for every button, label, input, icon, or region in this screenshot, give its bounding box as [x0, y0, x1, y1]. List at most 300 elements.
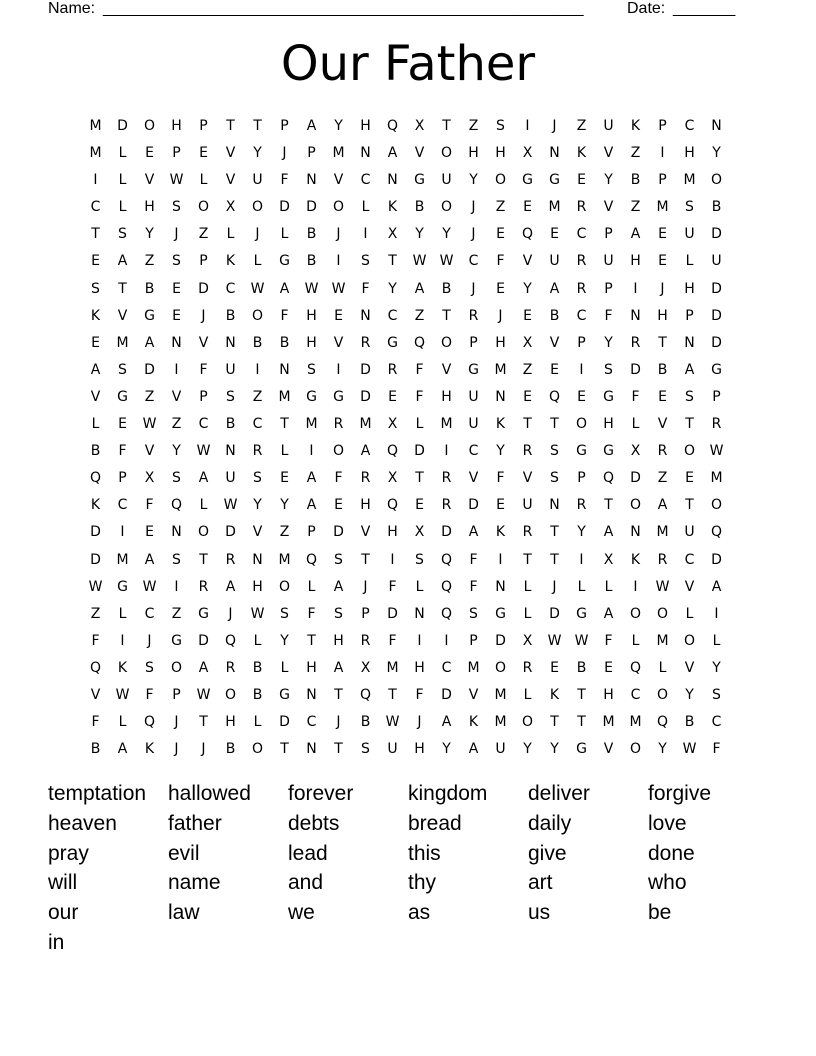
grid-letter: Y — [334, 118, 343, 134]
grid-letter: F — [118, 443, 127, 460]
grid-letter: V — [333, 334, 344, 351]
grid-letter: L — [415, 578, 424, 595]
word-bank-item: and — [288, 871, 324, 895]
word-bank-item: our — [48, 901, 79, 925]
grid-letter: K — [90, 497, 101, 514]
grid-letter: B — [711, 199, 722, 216]
grid-letter: O — [278, 578, 291, 595]
grid-letter: T — [388, 686, 397, 703]
grid-letter: E — [577, 172, 586, 189]
grid-letter: N — [711, 118, 722, 134]
grid-letter: O — [494, 172, 507, 189]
grid-letter: V — [603, 199, 614, 216]
grid-letter: E — [334, 497, 343, 514]
grid-letter: L — [199, 497, 208, 514]
grid-letter: V — [360, 524, 371, 541]
grid-letter: Q — [521, 226, 534, 243]
grid-letter: V — [333, 172, 344, 189]
grid-letter: B — [360, 714, 371, 731]
grid-letter: E — [658, 226, 667, 243]
grid-letter: Q — [629, 659, 642, 676]
grid-letter: E — [523, 388, 532, 405]
grid-letter: D — [711, 551, 722, 568]
grid-letter: G — [198, 605, 209, 622]
grid-letter: L — [685, 605, 694, 622]
grid-letter: N — [549, 497, 560, 514]
grid-letter: P — [199, 388, 208, 405]
grid-letter: T — [550, 416, 559, 433]
grid-letter: U — [549, 253, 560, 270]
grid-letter: G — [603, 443, 614, 460]
grid-letter: A — [306, 118, 317, 134]
grid-letter: T — [361, 551, 370, 568]
word-bank-item: love — [648, 811, 687, 835]
grid-letter: H — [252, 578, 263, 595]
grid-letter: I — [174, 578, 179, 595]
grid-letter: P — [199, 118, 208, 134]
grid-letter: U — [603, 253, 614, 270]
grid-letter: H — [360, 118, 371, 134]
grid-letter: T — [388, 253, 397, 270]
grid-letter: T — [685, 497, 694, 514]
grid-letter: I — [93, 172, 98, 189]
grid-letter: F — [415, 388, 424, 405]
word-bank-item: give — [528, 841, 567, 865]
grid-letter: B — [252, 686, 263, 703]
grid-letter: Y — [442, 741, 451, 758]
grid-letter: D — [630, 361, 641, 378]
grid-letter: W — [250, 605, 265, 622]
grid-letter: N — [306, 172, 317, 189]
grid-letter: T — [577, 686, 586, 703]
grid-letter: Y — [496, 443, 505, 460]
grid-letter: O — [170, 659, 183, 676]
grid-letter: D — [90, 551, 101, 568]
grid-letter: M — [116, 334, 129, 351]
grid-letter: T — [226, 118, 235, 134]
grid-letter: U — [603, 118, 614, 134]
grid-letter: U — [225, 470, 236, 487]
grid-letter: C — [225, 280, 236, 297]
grid-letter: M — [359, 416, 372, 433]
grid-letter: G — [522, 172, 533, 189]
grid-letter: D — [225, 524, 236, 541]
grid-letter: D — [306, 199, 317, 216]
grid-letter: R — [225, 659, 236, 676]
grid-letter: V — [144, 172, 155, 189]
grid-letter: Q — [224, 632, 237, 649]
grid-letter: J — [552, 118, 557, 134]
grid-letter: G — [144, 307, 155, 324]
grid-letter: G — [549, 172, 560, 189]
grid-letter: K — [144, 741, 155, 758]
grid-letter: M — [494, 714, 507, 731]
grid-letter: Q — [710, 524, 723, 541]
grid-letter: T — [523, 551, 532, 568]
grid-letter: X — [522, 632, 533, 649]
grid-letter: C — [711, 714, 722, 731]
grid-letter: G — [603, 388, 614, 405]
grid-letter: L — [280, 443, 289, 460]
grid-letter: H — [684, 145, 695, 162]
grid-letter: T — [577, 714, 586, 731]
page-title: Our Father — [280, 36, 536, 92]
grid-letter: D — [360, 388, 371, 405]
grid-letter: N — [279, 361, 290, 378]
grid-letter: F — [469, 578, 478, 595]
grid-letter: O — [629, 497, 642, 514]
grid-letter: I — [417, 632, 422, 649]
grid-letter: G — [117, 578, 128, 595]
grid-letter: S — [307, 361, 316, 378]
grid-letter: A — [468, 741, 479, 758]
grid-letter: L — [577, 578, 586, 595]
grid-letter: L — [712, 632, 721, 649]
grid-letter: L — [118, 172, 127, 189]
grid-letter: N — [495, 388, 506, 405]
grid-letter: A — [198, 659, 209, 676]
grid-letter: B — [225, 307, 236, 324]
grid-letter: M — [656, 632, 669, 649]
grid-letter: J — [471, 199, 476, 216]
grid-letter: D — [711, 334, 722, 351]
grid-letter: J — [552, 578, 557, 595]
grid-letter: L — [631, 416, 640, 433]
grid-letter: Y — [253, 497, 262, 514]
grid-letter: S — [91, 280, 100, 297]
grid-letter: B — [279, 334, 290, 351]
grid-letter: Y — [523, 741, 532, 758]
grid-letter: A — [387, 145, 398, 162]
grid-letter: S — [280, 605, 289, 622]
grid-letter: V — [144, 443, 155, 460]
grid-letter: G — [387, 334, 398, 351]
grid-letter: I — [660, 145, 665, 162]
grid-letter: I — [255, 361, 260, 378]
word-bank-item: kingdom — [408, 782, 488, 805]
grid-letter: B — [441, 280, 452, 297]
grid-letter: M — [89, 145, 102, 162]
grid-letter: H — [684, 280, 695, 297]
word-bank-item: who — [648, 871, 687, 895]
grid-letter: I — [633, 578, 638, 595]
grid-letter: W — [682, 741, 697, 758]
grid-letter: H — [495, 145, 506, 162]
grid-letter: I — [336, 361, 341, 378]
grid-letter: E — [388, 388, 397, 405]
grid-letter: L — [415, 416, 424, 433]
grid-letter: W — [142, 416, 157, 433]
grid-letter: L — [91, 416, 100, 433]
grid-letter: I — [579, 551, 584, 568]
grid-letter: R — [576, 497, 587, 514]
grid-letter: O — [683, 632, 696, 649]
grid-letter: F — [307, 605, 316, 622]
grid-letter: S — [172, 253, 181, 270]
grid-letter: D — [198, 632, 209, 649]
grid-letter: L — [118, 605, 127, 622]
grid-letter: D — [441, 524, 452, 541]
grid-letter: P — [604, 280, 613, 297]
grid-letter: G — [306, 388, 317, 405]
grid-letter: Y — [685, 686, 694, 703]
grid-letter: B — [549, 307, 560, 324]
grid-letter: S — [712, 686, 721, 703]
word-bank-item: us — [528, 901, 551, 925]
grid-letter: O — [143, 118, 156, 134]
grid-letter: Q — [89, 659, 102, 676]
word-bank-item: will — [48, 871, 78, 895]
grid-letter: I — [444, 443, 449, 460]
grid-letter: R — [360, 632, 371, 649]
grid-letter: D — [414, 443, 425, 460]
grid-letter: D — [711, 226, 722, 243]
grid-letter: J — [201, 741, 206, 758]
grid-letter: B — [225, 416, 236, 433]
grid-letter: R — [711, 416, 722, 433]
grid-letter: T — [91, 226, 100, 243]
grid-letter: O — [629, 605, 642, 622]
grid-letter: Q — [386, 118, 399, 134]
grid-letter: F — [712, 741, 721, 758]
grid-letter: K — [468, 714, 479, 731]
word-bank-item: deliver — [528, 782, 590, 805]
grid-letter: O — [440, 334, 453, 351]
grid-letter: L — [658, 659, 667, 676]
word-bank-item: pray — [48, 841, 89, 865]
grid-letter: S — [226, 388, 235, 405]
grid-letter: S — [469, 605, 478, 622]
word-bank-item: temptation — [48, 782, 147, 805]
grid-letter: C — [684, 118, 695, 134]
grid-letter: L — [199, 172, 208, 189]
grid-letter: D — [144, 361, 155, 378]
grid-letter: H — [657, 307, 668, 324]
grid-letter: J — [174, 714, 179, 731]
grid-letter: A — [603, 605, 614, 622]
grid-letter: J — [174, 226, 179, 243]
grid-letter: S — [550, 470, 559, 487]
grid-letter: E — [496, 497, 505, 514]
grid-letter: K — [495, 524, 506, 541]
grid-letter: K — [117, 659, 128, 676]
grid-letter: M — [602, 714, 615, 731]
grid-letter: J — [336, 714, 341, 731]
grid-letter: M — [440, 416, 453, 433]
grid-letter: M — [278, 551, 291, 568]
grid-letter: Y — [415, 226, 424, 243]
grid-letter: N — [225, 443, 236, 460]
grid-letter: M — [467, 659, 480, 676]
grid-letter: H — [225, 714, 236, 731]
grid-letter: X — [225, 199, 236, 216]
grid-letter: Z — [171, 605, 182, 622]
grid-letter: V — [252, 524, 263, 541]
grid-letter: I — [525, 118, 530, 134]
grid-letter: Q — [440, 605, 453, 622]
grid-letter: G — [711, 361, 722, 378]
grid-letter: P — [361, 605, 370, 622]
grid-letter: O — [710, 497, 723, 514]
grid-letter: E — [172, 280, 181, 297]
grid-letter: A — [360, 443, 371, 460]
grid-letter: D — [279, 714, 290, 731]
grid-letter: W — [574, 632, 589, 649]
grid-letter: F — [388, 578, 397, 595]
grid-letter: V — [117, 307, 128, 324]
grid-letter: Q — [656, 714, 669, 731]
grid-letter: F — [604, 632, 613, 649]
word-bank-item: law — [168, 901, 200, 925]
grid-letter: F — [145, 686, 154, 703]
grid-letter: P — [577, 470, 586, 487]
grid-letter: M — [494, 361, 507, 378]
grid-letter: Q — [170, 497, 183, 514]
grid-letter: X — [414, 524, 425, 541]
grid-letter: A — [414, 280, 425, 297]
grid-letter: R — [657, 551, 668, 568]
grid-letter: C — [90, 199, 101, 216]
grid-letter: Q — [548, 388, 561, 405]
grid-letter: L — [253, 714, 262, 731]
grid-letter: C — [387, 307, 398, 324]
grid-letter: Z — [576, 118, 587, 134]
grid-letter: W — [115, 686, 130, 703]
grid-letter: U — [684, 524, 695, 541]
grid-letter: Z — [522, 361, 533, 378]
grid-letter: W — [439, 253, 454, 270]
grid-letter: P — [172, 686, 181, 703]
grid-letter: T — [685, 416, 694, 433]
grid-letter: O — [251, 307, 264, 324]
grid-letter: F — [361, 280, 370, 297]
grid-letter: B — [657, 361, 668, 378]
grid-letter: V — [603, 741, 614, 758]
grid-letter: D — [468, 497, 479, 514]
grid-letter: P — [604, 226, 613, 243]
name-line: ______________________________________________________ — [103, 0, 584, 17]
grid-letter: G — [171, 632, 182, 649]
grid-letter: B — [414, 199, 425, 216]
grid-letter: T — [253, 118, 262, 134]
grid-letter: H — [306, 659, 317, 676]
grid-letter: T — [118, 280, 127, 297]
grid-letter: J — [228, 605, 233, 622]
grid-letter: C — [576, 226, 587, 243]
grid-letter: M — [305, 416, 318, 433]
grid-letter: H — [387, 524, 398, 541]
grid-letter: F — [145, 497, 154, 514]
grid-letter: H — [306, 334, 317, 351]
grid-letter: F — [91, 632, 100, 649]
grid-letter: E — [145, 145, 154, 162]
grid-letter: L — [631, 632, 640, 649]
grid-letter: C — [252, 416, 263, 433]
grid-letter: L — [226, 226, 235, 243]
grid-letter: O — [575, 416, 588, 433]
grid-letter: R — [576, 253, 587, 270]
grid-letter: C — [198, 416, 209, 433]
grid-letter: N — [306, 741, 317, 758]
grid-letter: C — [630, 686, 641, 703]
header — [48, 0, 748, 20]
word-bank-item: evil — [168, 841, 200, 865]
grid-letter: V — [684, 659, 695, 676]
grid-letter: Z — [657, 470, 668, 487]
word-bank-item: name — [168, 871, 221, 895]
grid-letter: W — [196, 443, 211, 460]
word-bank-item: art — [528, 871, 553, 895]
grid-letter: T — [334, 686, 343, 703]
grid-letter: A — [333, 578, 344, 595]
grid-letter: X — [387, 226, 398, 243]
grid-letter: U — [225, 361, 236, 378]
grid-letter: U — [495, 741, 506, 758]
grid-letter: B — [684, 714, 695, 731]
grid-letter: V — [198, 334, 209, 351]
grid-letter: D — [549, 605, 560, 622]
grid-letter: E — [658, 388, 667, 405]
grid-letter: R — [522, 443, 533, 460]
grid-letter: T — [442, 307, 451, 324]
grid-letter: M — [116, 551, 129, 568]
grid-letter: Z — [630, 145, 641, 162]
grid-letter: E — [199, 145, 208, 162]
grid-letter: I — [363, 226, 368, 243]
grid-letter: W — [88, 578, 103, 595]
grid-letter: O — [332, 443, 345, 460]
grid-letter: A — [711, 578, 722, 595]
grid-letter: D — [279, 199, 290, 216]
grid-letter: I — [633, 280, 638, 297]
grid-letter: F — [415, 686, 424, 703]
grid-letter: N — [360, 307, 371, 324]
grid-letter: T — [199, 714, 208, 731]
grid-letter: N — [225, 334, 236, 351]
grid-letter: W — [547, 632, 562, 649]
grid-letter: J — [498, 307, 503, 324]
grid-letter: Y — [523, 280, 532, 297]
grid-letter: K — [387, 199, 398, 216]
grid-letter: V — [90, 388, 101, 405]
grid-letter: E — [415, 497, 424, 514]
grid-letter: Q — [440, 551, 453, 568]
grid-letter: P — [712, 388, 721, 405]
grid-letter: Y — [388, 280, 397, 297]
grid-letter: T — [523, 416, 532, 433]
grid-letter: P — [280, 118, 289, 134]
grid-letter: N — [630, 307, 641, 324]
grid-letter: K — [495, 416, 506, 433]
grid-letter: W — [223, 497, 238, 514]
grid-letter: H — [441, 388, 452, 405]
word-bank-item: thy — [408, 871, 437, 895]
grid-letter: B — [90, 443, 101, 460]
grid-letter: B — [90, 741, 101, 758]
grid-letter: N — [171, 524, 182, 541]
grid-letter: E — [334, 307, 343, 324]
grid-letter: G — [279, 686, 290, 703]
word-bank-item: this — [408, 841, 441, 865]
word-bank-item: bread — [408, 811, 462, 835]
grid-letter: D — [387, 605, 398, 622]
word-bank-item: daily — [528, 811, 572, 835]
grid-letter: A — [468, 524, 479, 541]
grid-letter: B — [225, 741, 236, 758]
grid-letter: Q — [386, 497, 399, 514]
grid-letter: K — [90, 307, 101, 324]
grid-letter: V — [468, 470, 479, 487]
